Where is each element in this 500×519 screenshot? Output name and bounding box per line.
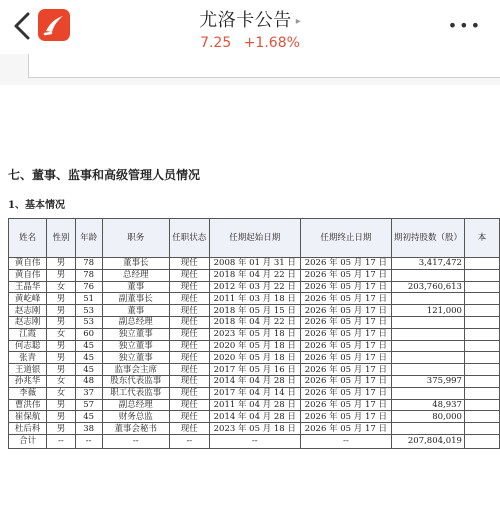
more-icon[interactable]: •••: [447, 16, 482, 35]
total-gender: --: [47, 434, 75, 448]
cell-end: 2026 年 05 月 17 日: [300, 269, 391, 281]
table-row: [9, 281, 500, 293]
cell-name: 张青: [9, 352, 47, 364]
cell-extra: [464, 293, 499, 305]
cell-end: 2026 年 05 月 17 日: [300, 399, 391, 411]
cell-extra: [464, 269, 499, 281]
top-bar: [0, 0, 500, 54]
cell-extra: [464, 340, 499, 352]
cell-start: 2008 年 01 月 31 日: [209, 258, 300, 270]
management-table: [8, 218, 500, 449]
cell-shares: [391, 316, 464, 328]
table-row: [9, 269, 500, 281]
cell-extra: [464, 399, 499, 411]
table-row: [9, 258, 500, 270]
cell-gender: 男: [47, 340, 75, 352]
cell-shares: [391, 352, 464, 364]
title-area[interactable]: [0, 6, 500, 51]
stock-change: +1.68%: [243, 35, 300, 51]
column-header: 年龄: [75, 219, 102, 258]
cell-start: 2018 年 05 月 15 日: [209, 305, 300, 317]
cell-role: 职工代表监事: [102, 387, 169, 399]
cell-shares: [391, 387, 464, 399]
cell-name: 赵志刚: [9, 316, 47, 328]
total-label: 合计: [9, 434, 47, 448]
total-end: --: [300, 434, 391, 448]
previous-page: [28, 54, 500, 78]
cell-shares: 375,997: [391, 375, 464, 387]
total-status: --: [169, 434, 209, 448]
column-header: 性别: [47, 219, 75, 258]
cell-role: 独立董事: [102, 328, 169, 340]
cell-end: 2026 年 05 月 17 日: [300, 364, 391, 376]
cell-gender: 男: [47, 316, 75, 328]
cell-shares: [391, 364, 464, 376]
cell-extra: [464, 364, 499, 376]
cell-end: 2026 年 05 月 17 日: [300, 340, 391, 352]
cell-start: 2023 年 05 月 18 日: [209, 328, 300, 340]
cell-name: 赵志刚: [9, 305, 47, 317]
cell-role: 总经理: [102, 269, 169, 281]
cell-gender: 男: [47, 411, 75, 423]
table-row: [9, 305, 500, 317]
cell-status: 现任: [169, 364, 209, 376]
table-row: [9, 364, 500, 376]
cell-start: 2014 年 04 月 28 日: [209, 375, 300, 387]
table-row: [9, 293, 500, 305]
cell-age: 78: [75, 269, 102, 281]
cell-gender: 男: [47, 364, 75, 376]
cell-shares: 80,000: [391, 411, 464, 423]
cell-end: 2026 年 05 月 17 日: [300, 316, 391, 328]
cell-shares: [391, 328, 464, 340]
cell-shares: 48,937: [391, 399, 464, 411]
cell-name: 江霞: [9, 328, 47, 340]
cell-age: 45: [75, 352, 102, 364]
cell-end: 2026 年 05 月 17 日: [300, 328, 391, 340]
cell-status: 现任: [169, 293, 209, 305]
cell-status: 现任: [169, 340, 209, 352]
stock-price: 7.25: [200, 35, 232, 51]
cell-status: 现任: [169, 375, 209, 387]
cell-age: 76: [75, 281, 102, 293]
cell-end: 2026 年 05 月 17 日: [300, 411, 391, 423]
table-row: [9, 375, 500, 387]
cell-shares: [391, 293, 464, 305]
cell-extra: [464, 305, 499, 317]
cell-start: 2017 年 05 月 16 日: [209, 364, 300, 376]
cell-status: 现任: [169, 423, 209, 435]
table-row: [9, 352, 500, 364]
cell-shares: [391, 340, 464, 352]
total-role: --: [102, 434, 169, 448]
cell-status: 现任: [169, 281, 209, 293]
cell-gender: 女: [47, 387, 75, 399]
cell-start: 2014 年 04 月 28 日: [209, 411, 300, 423]
cell-start: 2018 年 04 月 22 日: [209, 269, 300, 281]
cell-age: 48: [75, 375, 102, 387]
cell-name: 黄屹峰: [9, 293, 47, 305]
stock-quote: [0, 35, 500, 51]
cell-name: 杜后科: [9, 423, 47, 435]
cell-age: 45: [75, 411, 102, 423]
table-row: [9, 328, 500, 340]
cell-name: 黄自伟: [9, 269, 47, 281]
column-header: 期初持股数（股）: [391, 219, 464, 258]
cell-status: 现任: [169, 305, 209, 317]
document-viewer[interactable]: [0, 54, 500, 519]
cell-extra: [464, 434, 499, 448]
total-age: --: [75, 434, 102, 448]
cell-end: 2026 年 05 月 17 日: [300, 293, 391, 305]
cell-gender: 女: [47, 375, 75, 387]
cell-role: 董事: [102, 305, 169, 317]
cell-gender: 男: [47, 269, 75, 281]
table-row: [9, 411, 500, 423]
cell-end: 2026 年 05 月 17 日: [300, 281, 391, 293]
cell-role: 副总经理: [102, 316, 169, 328]
caret-right-icon: ▸: [295, 16, 301, 27]
cell-shares: [391, 423, 464, 435]
cell-start: 2020 年 05 月 18 日: [209, 352, 300, 364]
cell-extra: [464, 387, 499, 399]
cell-role: 董事会秘书: [102, 423, 169, 435]
cell-start: 2017 年 04 月 14 日: [209, 387, 300, 399]
cell-end: 2026 年 05 月 17 日: [300, 258, 391, 270]
cell-gender: 男: [47, 258, 75, 270]
cell-status: 现任: [169, 411, 209, 423]
table-row: [9, 340, 500, 352]
cell-extra: [464, 281, 499, 293]
cell-extra: [464, 316, 499, 328]
cell-shares: 3,417,472: [391, 258, 464, 270]
cell-age: 38: [75, 423, 102, 435]
cell-role: 独立董事: [102, 340, 169, 352]
cell-extra: [464, 352, 499, 364]
cell-role: 副董事长: [102, 293, 169, 305]
cell-end: 2026 年 05 月 17 日: [300, 305, 391, 317]
cell-start: 2023 年 05 月 18 日: [209, 423, 300, 435]
cell-age: 53: [75, 316, 102, 328]
cell-name: 李薇: [9, 387, 47, 399]
table-header-row: [9, 219, 500, 258]
cell-role: 董事长: [102, 258, 169, 270]
cell-age: 57: [75, 399, 102, 411]
cell-role: 股东代表监事: [102, 375, 169, 387]
column-header: 姓名: [9, 219, 47, 258]
cell-name: 黄自伟: [9, 258, 47, 270]
cell-status: 现任: [169, 387, 209, 399]
cell-name: 王晶华: [9, 281, 47, 293]
column-header: 职务: [102, 219, 169, 258]
cell-age: 51: [75, 293, 102, 305]
cell-gender: 女: [47, 281, 75, 293]
cell-gender: 男: [47, 399, 75, 411]
cell-start: 2018 年 04 月 22 日: [209, 316, 300, 328]
total-shares: 207,804,019: [391, 434, 464, 448]
cell-age: 78: [75, 258, 102, 270]
cell-age: 53: [75, 305, 102, 317]
subsection-title: 1、基本情况: [8, 200, 65, 211]
cell-start: 2020 年 05 月 18 日: [209, 340, 300, 352]
cell-status: 现任: [169, 258, 209, 270]
cell-name: 崔保航: [9, 411, 47, 423]
table-total-row: [9, 434, 500, 448]
cell-age: 37: [75, 387, 102, 399]
table-row: [9, 316, 500, 328]
table-row: [9, 399, 500, 411]
cell-status: 现任: [169, 269, 209, 281]
column-header: 任期起始日期: [209, 219, 300, 258]
cell-extra: [464, 375, 499, 387]
cell-shares: 121,000: [391, 305, 464, 317]
cell-role: 监事会主席: [102, 364, 169, 376]
cell-shares: 203,760,613: [391, 281, 464, 293]
cell-gender: 男: [47, 352, 75, 364]
cell-start: 2012 年 03 月 22 日: [209, 281, 300, 293]
total-start: --: [209, 434, 300, 448]
cell-gender: 男: [47, 293, 75, 305]
cell-name: 孙兆华: [9, 375, 47, 387]
cell-extra: [464, 411, 499, 423]
cell-age: 45: [75, 364, 102, 376]
cell-name: 王道银: [9, 364, 47, 376]
cell-start: 2011 年 04 月 28 日: [209, 399, 300, 411]
cell-role: 董事: [102, 281, 169, 293]
cell-extra: [464, 423, 499, 435]
cell-extra: [464, 328, 499, 340]
cell-gender: 男: [47, 423, 75, 435]
cell-end: 2026 年 05 月 17 日: [300, 423, 391, 435]
cell-status: 现任: [169, 352, 209, 364]
cell-gender: 女: [47, 328, 75, 340]
cell-role: 独立董事: [102, 352, 169, 364]
cell-start: 2011 年 03 月 18 日: [209, 293, 300, 305]
table-row: [9, 423, 500, 435]
page-title: 尤洛卡公告: [199, 10, 292, 31]
cell-age: 60: [75, 328, 102, 340]
cell-name: 曹洪伟: [9, 399, 47, 411]
column-header: 本: [464, 219, 499, 258]
cell-gender: 男: [47, 305, 75, 317]
cell-name: 何志聪: [9, 340, 47, 352]
section-title: 七、董事、监事和高级管理人员情况: [8, 168, 201, 182]
cell-status: 现任: [169, 328, 209, 340]
cell-extra: [464, 258, 499, 270]
cell-end: 2026 年 05 月 17 日: [300, 387, 391, 399]
table-row: [9, 387, 500, 399]
cell-status: 现任: [169, 316, 209, 328]
column-header: 任期终止日期: [300, 219, 391, 258]
cell-age: 45: [75, 340, 102, 352]
cell-role: 财务总监: [102, 411, 169, 423]
cell-status: 现任: [169, 399, 209, 411]
cell-end: 2026 年 05 月 17 日: [300, 375, 391, 387]
cell-role: 副总经理: [102, 399, 169, 411]
cell-end: 2026 年 05 月 17 日: [300, 352, 391, 364]
column-header: 任职状态: [169, 219, 209, 258]
cell-shares: [391, 269, 464, 281]
